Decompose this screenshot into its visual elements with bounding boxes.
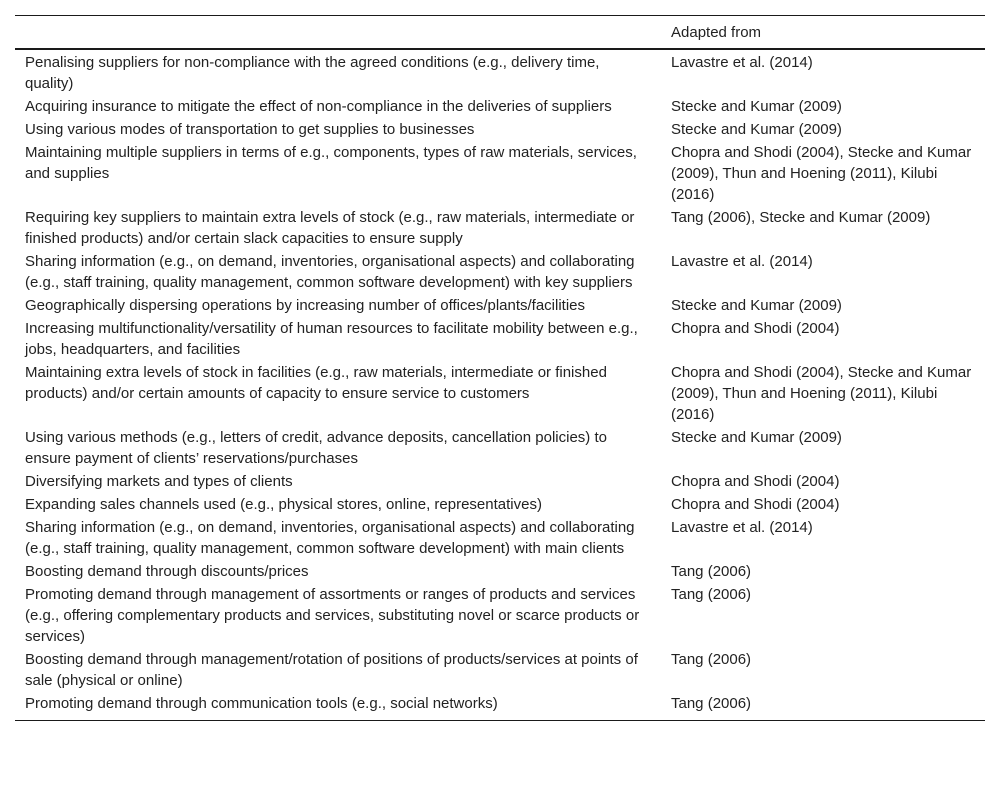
measure-cell: Boosting demand through discounts/prices bbox=[25, 563, 309, 580]
measure-cell: Sharing information (e.g., on demand, inventories, organisational aspects) and collaborating (e.g., staff training, quality management, common software development) with key suppliers bbox=[25, 253, 635, 291]
measure-cell: Promoting demand through management of assortments or ranges of products and services (e.g., offering complementary products and services, substituting novel or scarce products or services) bbox=[25, 586, 640, 645]
table-row bbox=[15, 317, 985, 361]
table-row bbox=[15, 95, 985, 118]
source-cell: Chopra and Shodi (2004) bbox=[671, 496, 840, 513]
source-cell: Chopra and Shodi (2004), Stecke and Kumar (2009), Thun and Hoening (2011), Kilubi (2016) bbox=[671, 364, 972, 423]
table-row bbox=[15, 361, 985, 426]
measure-cell: Requiring key suppliers to maintain extra levels of stock (e.g., raw materials, intermediate or finished products) and/or certain slack capacities to ensure supply bbox=[25, 209, 635, 247]
measure-cell: Penalising suppliers for non-compliance with the agreed conditions (e.g., delivery time, quality) bbox=[25, 54, 600, 92]
table-row bbox=[15, 470, 985, 493]
table-row bbox=[15, 648, 985, 692]
measures-table-container bbox=[15, 15, 985, 721]
source-cell: Stecke and Kumar (2009) bbox=[671, 98, 842, 115]
source-cell: Chopra and Shodi (2004), Stecke and Kumar (2009), Thun and Hoening (2011), Kilubi (2016) bbox=[671, 144, 972, 203]
measure-cell: Promoting demand through communication tools (e.g., social networks) bbox=[15, 692, 661, 721]
measures-table bbox=[15, 15, 985, 721]
measure-cell: Maintaining multiple suppliers in terms of e.g., components, types of raw materials, services, and supplies bbox=[25, 144, 637, 182]
source-cell: Tang (2006) bbox=[671, 651, 752, 668]
table-header bbox=[15, 16, 985, 50]
source-cell: Lavastre et al. (2014) bbox=[671, 54, 813, 71]
table-row bbox=[15, 516, 985, 560]
source-cell: Tang (2006) bbox=[671, 563, 752, 580]
table-body bbox=[15, 49, 985, 721]
source-cell: Tang (2006) bbox=[671, 586, 752, 603]
table-row bbox=[15, 493, 985, 516]
measure-cell: Increasing multifunctionality/versatility of human resources to facilitate mobility between e.g., jobs, headquarters, and facilities bbox=[25, 320, 638, 358]
table-row bbox=[15, 206, 985, 250]
source-cell: Stecke and Kumar (2009) bbox=[671, 429, 842, 446]
measure-cell: Maintaining extra levels of stock in facilities (e.g., raw materials, intermediate or finished products) and/or certain amounts of capacity to ensure service to customers bbox=[25, 364, 607, 402]
table-row bbox=[15, 250, 985, 294]
table-row bbox=[15, 583, 985, 648]
table-row bbox=[15, 49, 985, 95]
source-cell: Tang (2006), Stecke and Kumar (2009) bbox=[671, 209, 931, 226]
header-adapted-from: Adapted from bbox=[661, 16, 985, 50]
measure-cell: Boosting demand through management/rotation of positions of products/services at points of sale (physical or online) bbox=[25, 651, 638, 689]
measure-cell: Expanding sales channels used (e.g., physical stores, online, representatives) bbox=[25, 496, 542, 513]
table-row bbox=[15, 118, 985, 141]
header-row bbox=[15, 16, 985, 50]
measure-cell: Acquiring insurance to mitigate the effect of non-compliance in the deliveries of suppliers bbox=[25, 98, 612, 115]
source-cell: Tang (2006) bbox=[661, 692, 985, 721]
table-row bbox=[15, 426, 985, 470]
measure-cell: Sharing information (e.g., on demand, inventories, organisational aspects) and collaborating (e.g., staff training, quality management, common software development) with main clients bbox=[25, 519, 635, 557]
source-cell: Stecke and Kumar (2009) bbox=[671, 121, 842, 138]
table-row bbox=[15, 692, 985, 721]
table-row bbox=[15, 141, 985, 206]
measure-cell: Using various methods (e.g., letters of credit, advance deposits, cancellation policies) to ensure payment of clients’ reservations/purchases bbox=[25, 429, 607, 467]
header-measure bbox=[15, 16, 661, 50]
source-cell: Chopra and Shodi (2004) bbox=[671, 320, 840, 337]
table-row bbox=[15, 294, 985, 317]
source-cell: Stecke and Kumar (2009) bbox=[671, 297, 842, 314]
measure-cell: Using various modes of transportation to get supplies to businesses bbox=[25, 121, 475, 138]
source-cell: Lavastre et al. (2014) bbox=[671, 253, 813, 270]
source-cell: Lavastre et al. (2014) bbox=[671, 519, 813, 536]
table-row bbox=[15, 560, 985, 583]
measure-cell: Geographically dispersing operations by increasing number of offices/plants/facilities bbox=[25, 297, 586, 314]
measure-cell: Diversifying markets and types of clients bbox=[25, 473, 293, 490]
source-cell: Chopra and Shodi (2004) bbox=[671, 473, 840, 490]
